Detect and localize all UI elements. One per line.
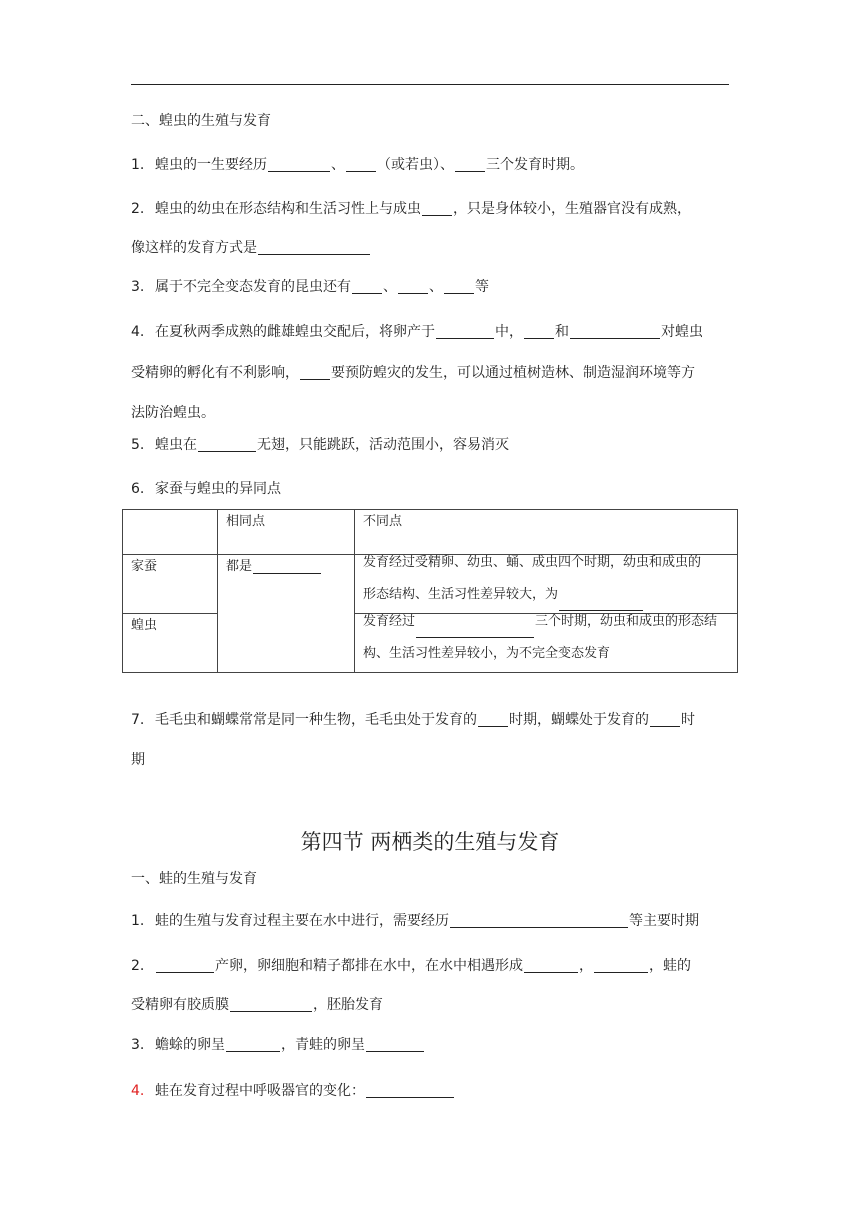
header-rule (131, 84, 729, 85)
fill-blank[interactable] (524, 324, 554, 339)
table-row (123, 555, 738, 614)
section-title: 第四节 两栖类的生殖与发育 (300, 830, 560, 854)
fill-blank[interactable] (366, 1037, 424, 1052)
section-heading: 一、蛙的生殖与发育 (131, 871, 257, 887)
fill-blank[interactable] (436, 324, 494, 339)
fill-blank[interactable] (300, 365, 330, 380)
fill-blank[interactable] (258, 240, 370, 255)
same-cell: 都是 (218, 555, 355, 673)
fill-blank[interactable] (455, 157, 485, 172)
fill-blank[interactable] (594, 958, 648, 973)
item-6: 6. 家蚕与蝗虫的异同点 (131, 481, 281, 497)
fill-blank[interactable] (352, 279, 382, 294)
fill-blank[interactable] (416, 623, 534, 638)
frog-item-2: 2. 产卵，卵细胞和精子都排在水中，在水中相遇形成 ， ，蛙的 受精卵有胶质膜 ，胚胎发育 (131, 958, 691, 1013)
frog-item-1: 1. 蛙的生殖与发育过程主要在水中进行，需要经历 等主要时期 (131, 913, 699, 929)
fill-blank[interactable] (253, 559, 321, 574)
fill-blank[interactable] (450, 913, 628, 928)
fill-blank[interactable] (422, 201, 452, 216)
frog-item-3: 3. 蟾蜍的卵呈 ，青蛙的卵呈 (131, 1037, 733, 1052)
fill-blank[interactable] (524, 958, 578, 973)
table-header-cell (123, 510, 218, 555)
comparison-table (122, 509, 738, 673)
diff-cell: 发育经过 三个时期，幼虫和成虫的形态结 构、生活习性差异较小，为不完全变态发育 (355, 614, 738, 673)
table-row (123, 614, 738, 673)
fill-blank[interactable] (398, 279, 428, 294)
frog-item-4: 4. 蛙在发育过程中呼吸器官的变化： (131, 1083, 733, 1098)
row-name: 蝗虫 (123, 614, 218, 673)
item-4: 4. 在夏秋两季成熟的雌雄蝗虫交配后，将卵产于 中， 和 对蝗虫 受精卵的孵化有不利影响， 要预防蝗灾的发生，可以通过植树造林、制造湿润环境等方 法防治蝗虫。 (131, 324, 703, 421)
row-name: 家蚕 (123, 555, 218, 614)
item-5: 5. 蝗虫在 无翅，只能跳跃，活动范围小，容易消灭 (131, 437, 509, 453)
fill-blank[interactable] (156, 958, 214, 973)
table-header-cell: 不同点 (355, 510, 738, 555)
item-7: 7. 毛毛虫和蝴蝶常常是同一种生物，毛毛虫处于发育的 时期，蝴蝶处于发育的 时 期 (131, 712, 695, 768)
item-3: 3. 属于不完全变态发育的昆虫还有 、 、 等 (131, 279, 489, 295)
fill-blank[interactable] (230, 997, 312, 1012)
table-header-cell: 相同点 (218, 510, 355, 555)
fill-blank[interactable] (268, 157, 330, 172)
diff-cell: 发育经过受精卵、幼虫、蛹、成虫四个时期，幼虫和成虫的 形态结构、生活习性差异较大，为 (355, 555, 738, 614)
fill-blank[interactable] (346, 157, 376, 172)
fill-blank[interactable] (478, 712, 508, 727)
fill-blank[interactable] (570, 324, 660, 339)
fill-blank[interactable] (198, 437, 256, 452)
section-heading: 二、蝗虫的生殖与发育 (131, 113, 271, 129)
fill-blank[interactable] (226, 1037, 280, 1052)
fill-blank[interactable] (650, 712, 680, 727)
fill-blank[interactable] (444, 279, 474, 294)
item-1: 1. 蝗虫的一生要经历 、 （或若虫）、 三个发育时期。 (131, 157, 584, 173)
fill-blank[interactable] (366, 1083, 454, 1098)
item-2: 2. 蝗虫的幼虫在形态结构和生活习性上与成虫 ，只是身体较小，生殖器官没有成熟， 像这样的发育方式是 (131, 201, 691, 256)
